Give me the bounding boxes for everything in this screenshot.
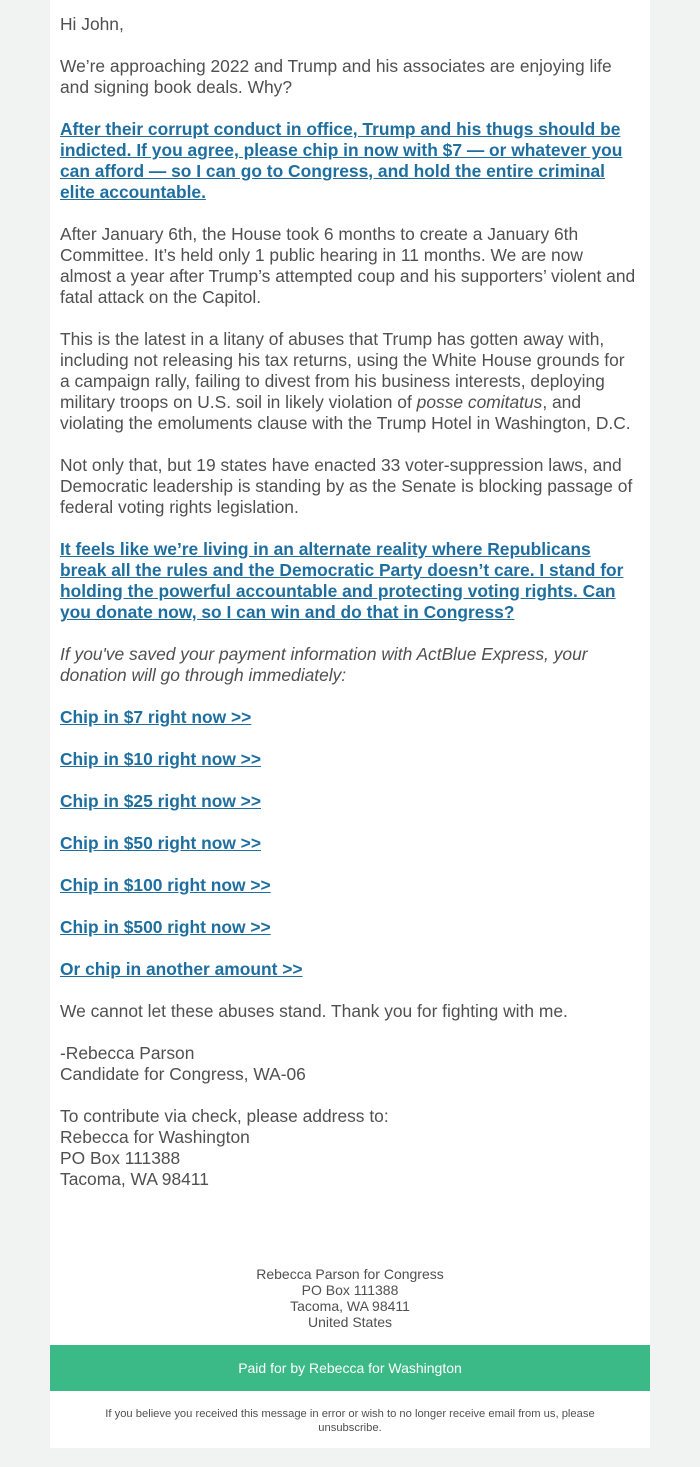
check-intro: To contribute via check, please address to: <box>60 1106 389 1126</box>
check-address-block <box>60 1106 636 1190</box>
intro-paragraph: We’re approaching 2022 and Trump and his associates are enjoying life and signing book deals. Why? <box>60 56 612 97</box>
check-city: Tacoma, WA 98411 <box>60 1169 209 1189</box>
unsubscribe-notice <box>80 1407 620 1435</box>
chip-50-paragraph <box>60 833 636 854</box>
chip-in-25-link[interactable]: Chip in $25 right now >> <box>60 791 261 811</box>
email-card <box>50 0 650 1448</box>
signature-name: -Rebecca Parson <box>60 1043 195 1063</box>
signature-block <box>60 1043 636 1085</box>
footer-po-box: PO Box 111388 <box>301 1282 399 1298</box>
chip-7-paragraph <box>60 707 636 728</box>
chip-in-500-link[interactable]: Chip in $500 right now >> <box>60 917 271 937</box>
chip-in-10-link[interactable]: Chip in $10 right now >> <box>60 749 261 769</box>
unsubscribe-period: . <box>378 1422 382 1434</box>
abuses-text-end: , and violating the emoluments clause with the Trump Hotel in Washington, D.C. <box>60 392 631 433</box>
unsubscribe-link[interactable]: unsubscribe <box>318 1422 379 1434</box>
donate-link-paragraph-1 <box>60 119 636 203</box>
chip-10-paragraph <box>60 749 636 770</box>
abuses-paragraph <box>60 329 636 434</box>
chip-in-other-amount-link[interactable]: Or chip in another amount >> <box>60 959 303 979</box>
footer-country: United States <box>307 1314 393 1330</box>
chip-100-paragraph <box>60 875 636 896</box>
abuses-text-start: This is the latest in a litany of abuses that Trump has gotten away with, including not releasing his tax returns, using the White House grounds for a campaign rally, failing to divest from his business interests, deploying military troops on U.S. soil in likely violation of <box>60 329 625 412</box>
committee-paragraph: After January 6th, the House took 6 months to create a January 6th Committee. It’s held only 1 public hearing in 11 months. We are now almost a year after Trump’s attempted coup and his supporters’ violent and fatal attack on the Capitol. <box>60 224 636 307</box>
express-note-paragraph <box>60 644 636 686</box>
donate-link-paragraph-2 <box>60 539 636 623</box>
unsubscribe-text: If you believe you received this message in error or wish to no longer receive email from us, please <box>105 1408 595 1420</box>
footer-org: Rebecca Parson for Congress <box>256 1266 444 1282</box>
footer-address <box>50 1266 650 1330</box>
chip-in-7-link[interactable]: Chip in $7 right now >> <box>60 707 252 727</box>
voting-paragraph: Not only that, but 19 states have enacted 33 voter-suppression laws, and Democratic leadership is standing by as the Senate is blocking passage of federal voting rights legislation. <box>60 455 633 517</box>
check-po-box: PO Box 111388 <box>60 1148 181 1168</box>
check-payee: Rebecca for Washington <box>60 1127 250 1147</box>
chip-other-paragraph <box>60 959 636 980</box>
signature-title: Candidate for Congress, WA-06 <box>60 1064 306 1084</box>
chip-in-50-link[interactable]: Chip in $50 right now >> <box>60 833 261 853</box>
actblue-express-note: If you've saved your payment information with ActBlue Express, your donation will go through immediately: <box>60 644 588 685</box>
closing-paragraph: We cannot let these abuses stand. Thank you for fighting with me. <box>60 1001 568 1021</box>
greeting: Hi John, <box>60 14 124 34</box>
abuses-italic-term: posse comitatus <box>416 392 543 412</box>
paid-for-bar <box>50 1345 650 1391</box>
donate-link-voting-rights[interactable]: It feels like we’re living in an alternate reality where Republicans break all the rules and the Democratic Party doesn’t care. I stand for holding the powerful accountable and protecting voting rights. Can you donate now, so I can win and do that in Congress? <box>60 539 624 622</box>
footer-city: Tacoma, WA 98411 <box>290 1298 410 1314</box>
paid-for-text: Paid for by Rebecca for Washington <box>238 1360 462 1376</box>
donate-link-indict[interactable]: After their corrupt conduct in office, Trump and his thugs should be indicted. If you agree, please chip in now with $7 — or whatever you can afford — so I can go to Congress, and hold the entire criminal elite accountable. <box>60 119 623 202</box>
email-body <box>60 14 636 1211</box>
chip-in-100-link[interactable]: Chip in $100 right now >> <box>60 875 271 895</box>
chip-25-paragraph <box>60 791 636 812</box>
chip-500-paragraph <box>60 917 636 938</box>
